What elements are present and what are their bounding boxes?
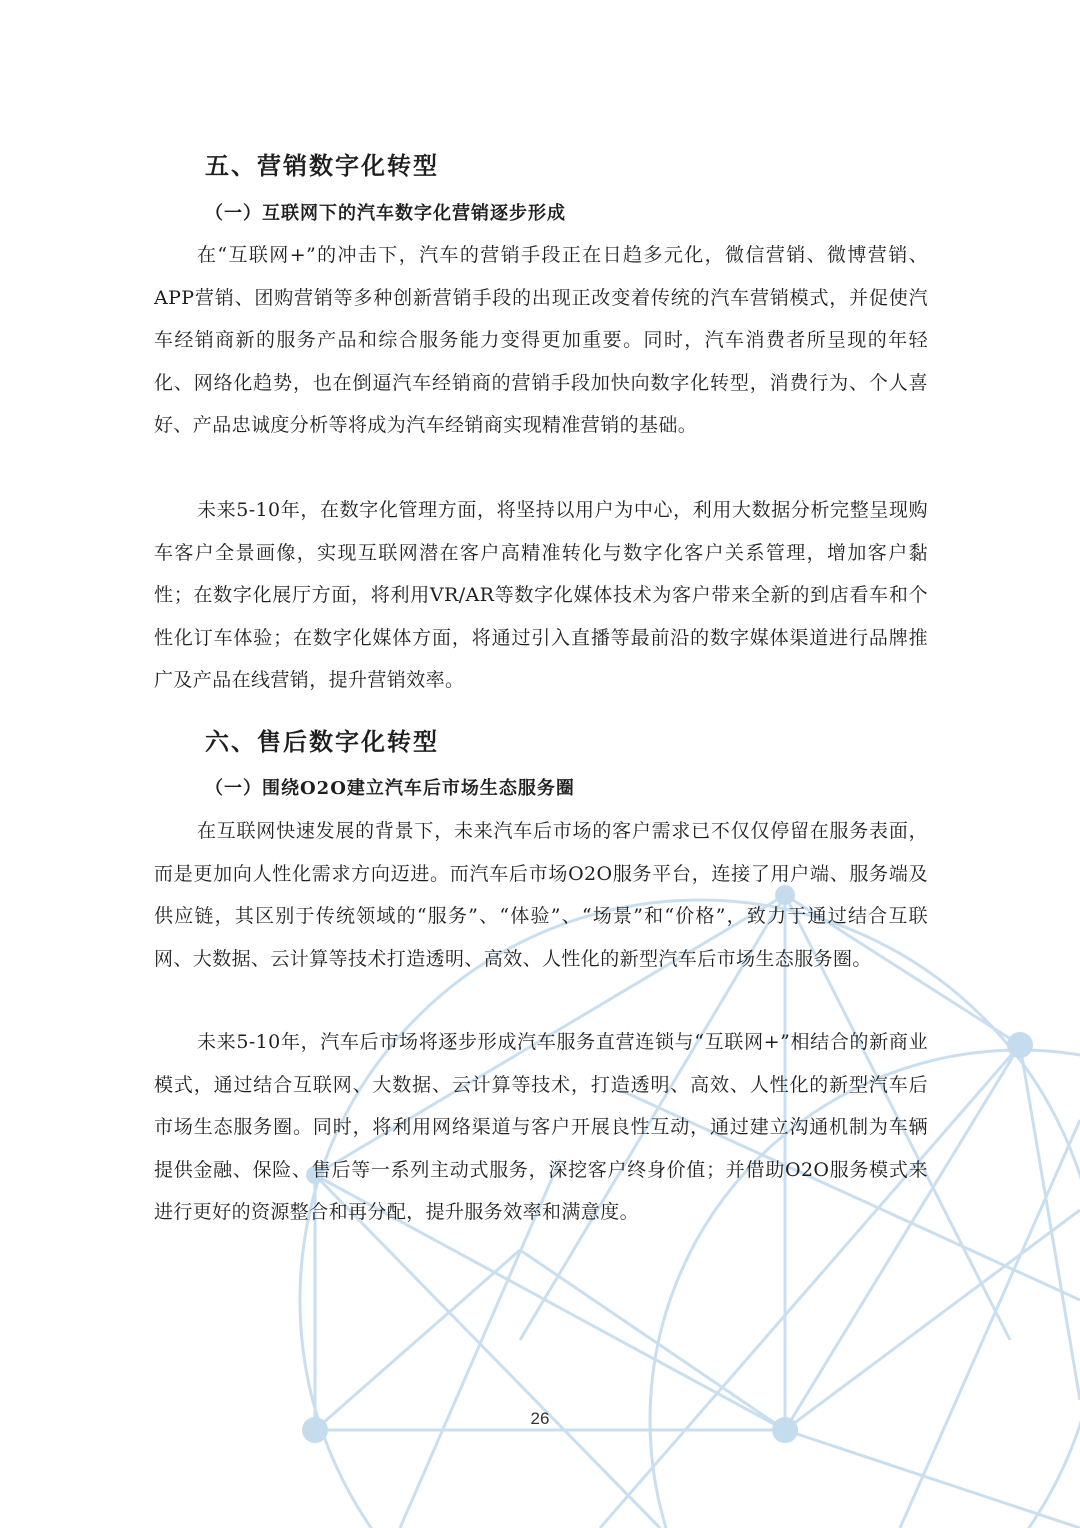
section-6-paragraph-1: 在互联网快速发展的背景下，未来汽车后市场的客户需求已不仅仅停留在服务表面，而是更加向人性化需求方向迈进。而汽车后市场O2O服务平台，连接了用户端、服务端及供应链，其区别于传统领域的“服务”、“体验”、“场景”和“价格”，致力于通过结合互联网、大数据、云计算等技术打造透明、高效、人性化的新型汽车后市场生态服务圈。 xyxy=(154,820,928,970)
section-6-heading: 六、售后数字化转型 xyxy=(205,727,439,756)
section-5-heading: 五、营销数字化转型 xyxy=(205,151,439,180)
section-6-paragraph-2: 未来5-10年，汽车后市场将逐步形成汽车服务直营连锁与“互联网+”相结合的新商业模式，通过结合互联网、大数据、云计算等技术，打造透明、高效、人性化的新型汽车后市场生态服务圈。同时，将利用网络渠道与客户开展良性互动，通过建立沟通机制为车辆提供金融、保险、售后等一系列主动式服务，深挖客户终身价值；并借助O2O服务模式来进行更好的资源整合和再分配，提升服务效率和满意度。 xyxy=(154,1031,928,1223)
page-number: 26 xyxy=(530,1409,550,1428)
section-5-paragraph-1: 在“互联网+”的冲击下，汽车的营销手段正在日趋多元化，微信营销、微博营销、APP营销、团购营销等多种创新营销手段的出现正改变着传统的汽车营销模式，并促使汽车经销商新的服务产品和综合服务能力变得更加重要。同时，汽车消费者所呈现的年轻化、网络化趋势，也在倒逼汽车经销商的营销手段加快向数字化转型，消费行为、个人喜好、产品忠诚度分析等将成为汽车经销商实现精准营销的基础。 xyxy=(154,244,928,436)
section-5-paragraph-2: 未来5-10年，在数字化管理方面，将坚持以用户为中心，利用大数据分析完整呈现购车客户全景画像，实现互联网潜在客户高精准转化与数字化客户关系管理，增加客户黏性；在数字化展厅方面，将利用VR/AR等数字化媒体技术为客户带来全新的到店看车和个性化订车体验；在数字化媒体方面，将通过引入直播等最前沿的数字媒体渠道进行品牌推广及产品在线营销，提升营销效率。 xyxy=(154,499,928,691)
section-6-subsection-1-heading: （一）围绕O2O建立汽车后市场生态服务圈 xyxy=(205,778,575,799)
section-5-subsection-1-heading: （一）互联网下的汽车数字化营销逐步形成 xyxy=(205,203,566,224)
